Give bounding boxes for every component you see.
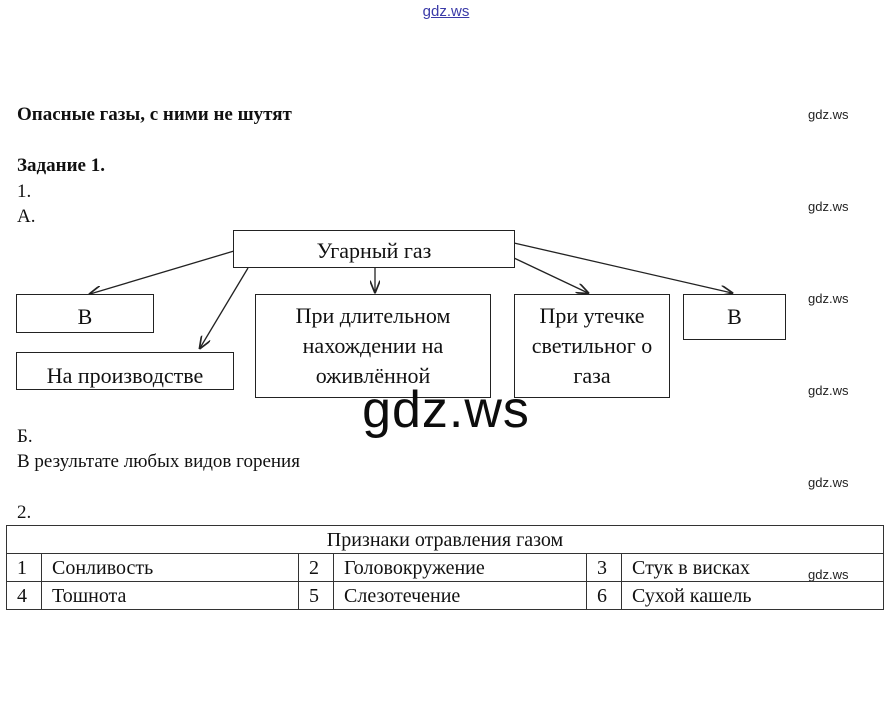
table-header-row — [7, 526, 884, 554]
part-a-label: А. — [17, 206, 36, 227]
page-title: Опасные газы, с ними не шутят — [17, 104, 292, 125]
poisoning-signs-table — [6, 525, 884, 610]
node-gas-leak: При утечке светильног о газа — [514, 294, 670, 398]
item-number-2: 2. — [17, 502, 32, 523]
task-heading: Задание 1. — [17, 155, 105, 176]
table-cell-number: 2 — [299, 554, 334, 582]
table-cell-sign: Сухой кашель — [622, 582, 884, 610]
table-row — [7, 554, 884, 582]
table-cell-sign: Головокружение — [334, 554, 587, 582]
side-watermark: gdz.ws — [808, 567, 849, 582]
part-b-answer: В результате любых видов горения — [17, 451, 300, 472]
node-right-v: В — [683, 294, 786, 340]
root-node-carbon-monoxide: Угарный газ — [233, 230, 515, 268]
table-cell-sign: Стук в висках — [622, 554, 884, 582]
table-cell-sign: Тошнота — [42, 582, 299, 610]
table-cell-sign: Сонливость — [42, 554, 299, 582]
part-b-label: Б. — [17, 426, 33, 447]
arrow-to-production-box — [200, 268, 248, 348]
table-cell-number: 3 — [587, 554, 622, 582]
arrow-to-right-box — [514, 243, 732, 293]
side-watermark: gdz.ws — [808, 199, 849, 214]
center-watermark: gdz.ws — [362, 381, 530, 439]
side-watermark: gdz.ws — [808, 107, 849, 122]
node-left-v: В — [16, 294, 154, 333]
table-cell-number: 1 — [7, 554, 42, 582]
side-watermark: gdz.ws — [808, 475, 849, 490]
node-long-stay: При длительном нахождении на оживлённой — [255, 294, 491, 398]
table-row — [7, 582, 884, 610]
item-number-1: 1. — [17, 181, 32, 202]
side-watermark: gdz.ws — [808, 291, 849, 306]
arrow-to-left-box — [90, 251, 234, 294]
side-watermark: gdz.ws — [808, 383, 849, 398]
table-cell-number: 4 — [7, 582, 42, 610]
table-cell-number: 5 — [299, 582, 334, 610]
table-header: Признаки отравления газом — [7, 526, 884, 554]
node-production: На производстве — [16, 352, 234, 390]
table-cell-number: 6 — [587, 582, 622, 610]
table-cell-sign: Слезотечение — [334, 582, 587, 610]
top-watermark: gdz.ws — [422, 3, 470, 20]
arrow-to-gas-leak-box — [514, 258, 588, 293]
